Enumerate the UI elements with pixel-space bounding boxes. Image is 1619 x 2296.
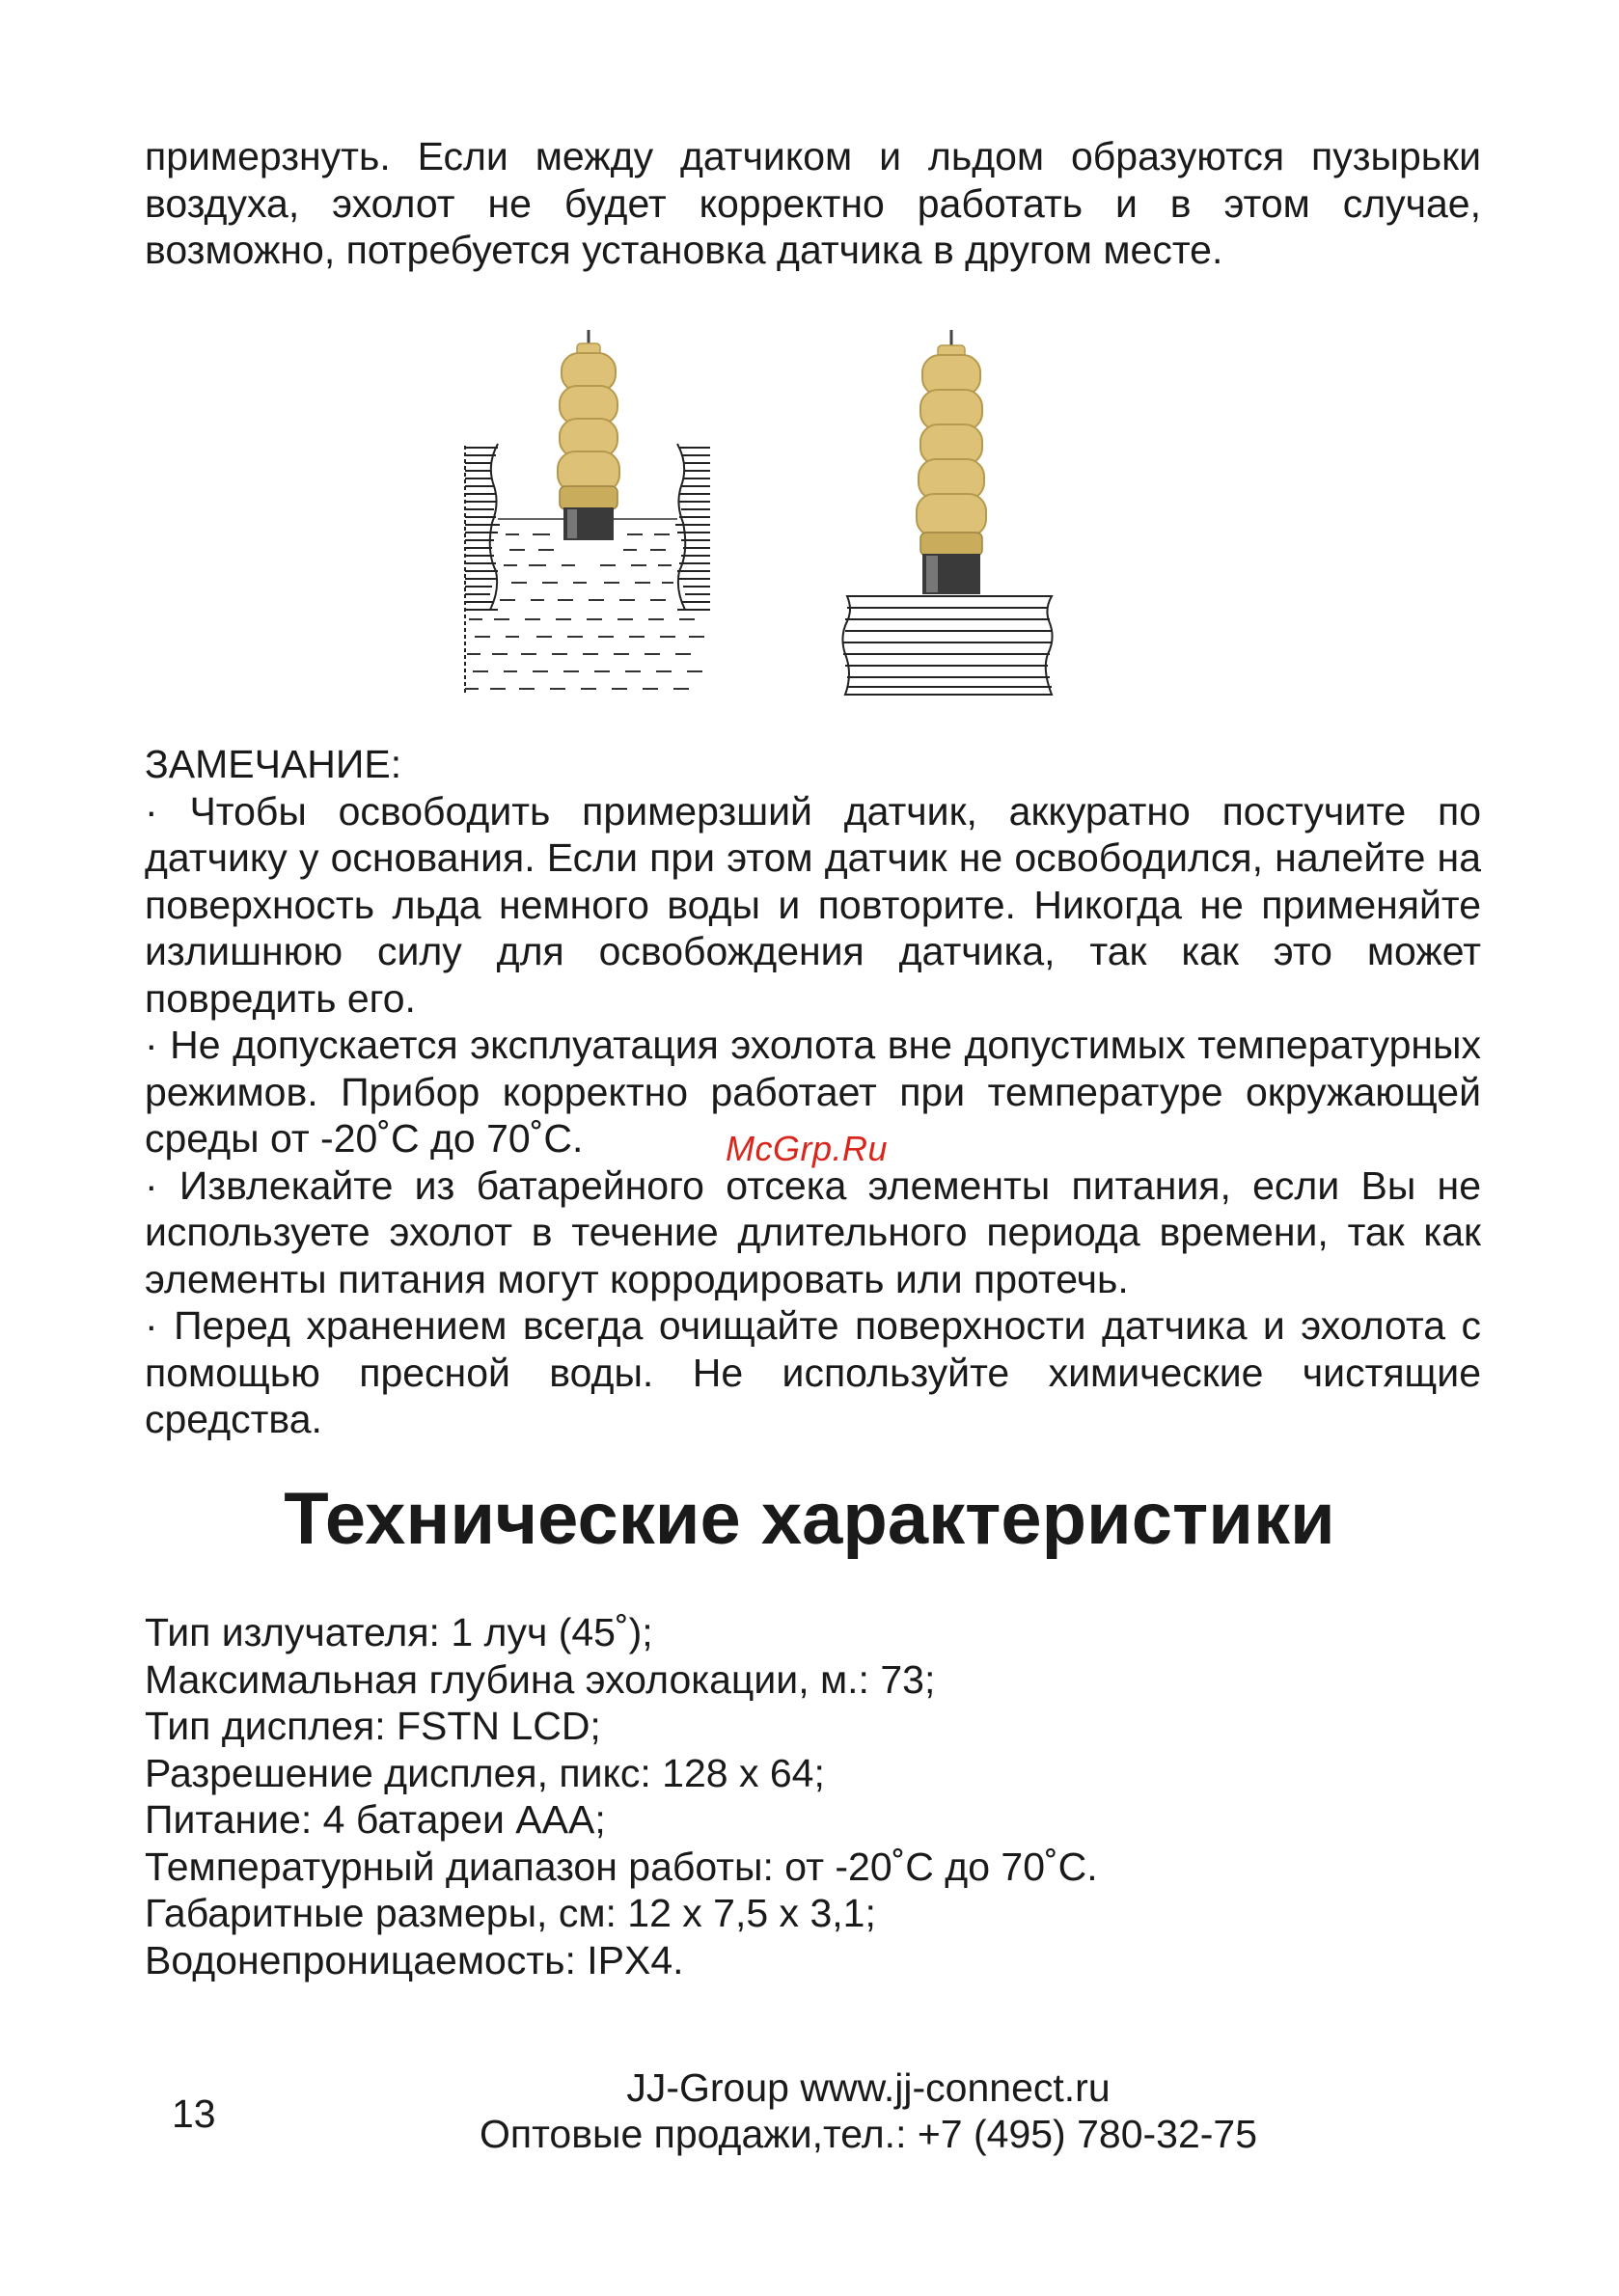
sensor-icon	[558, 330, 619, 540]
watermark-logo: McGrp.Ru	[726, 1129, 889, 1168]
ice-surface	[842, 596, 1052, 695]
spec-item: Габаритные размеры, см: 12 х 7,5 х 3,1;	[145, 1891, 876, 1935]
page-number: 13	[172, 2091, 216, 2136]
note-bullet: · Чтобы освободить примерзший датчик, аккуратно постучите по датчику у основания. Если при этом датчик не освободился, налейте на поверхность льда немного воды и повторите. Никогда не применяйте излишнюю силу для освобождения датчика, так как это может повредить его.	[145, 788, 1481, 1021]
spec-item: Температурный диапазон работы: от -20˚С до 70˚С.	[145, 1844, 1098, 1889]
spec-item: Водонепроницаемость: IPX4.	[145, 1937, 684, 1982]
intro-paragraph: примерзнуть. Если между датчиком и льдом образуются пузырьки воздуха, эхолот не будет корректно работать и в этом случае, возможно, потребуется установка датчика в другом месте.	[145, 134, 1481, 272]
spec-item: Тип дисплея: FSTN LCD;	[145, 1704, 601, 1748]
footer-website-line: JJ-Group www.jj-connect.ru	[626, 2065, 1111, 2110]
spec-item: Тип излучателя: 1 луч (45˚);	[145, 1610, 653, 1654]
spec-item: Максимальная глубина эхолокации, м.: 73;	[145, 1656, 936, 1702]
specs-list	[145, 1609, 1481, 1983]
specs-title: Технические характеристики	[284, 1478, 1335, 1560]
sensor-on-ice-illustration	[839, 330, 1057, 698]
water-dashes	[465, 519, 704, 689]
spec-item: Разрешение дисплея, пикс: 128 х 64;	[145, 1750, 825, 1795]
note-bullet: · Перед хранением всегда очищайте поверхности датчика и эхолота с помощью пресной воды. Не используйте химические чистящие средства.	[145, 1303, 1481, 1441]
note-bullet: · Извлекайте из батарейного отсека элементы питания, если Вы не используете эхолот в течение длительного периода времени, так как элементы питания могут корродировать или протечь.	[145, 1162, 1481, 1301]
note-bullet: · Не допускается эксплуатация эхолота вне допустимых температурных режимов. Прибор корректно работает при температуре окружающей среды от -20˚С до 70˚С.	[145, 1023, 1481, 1161]
ice-wall-left	[465, 444, 500, 695]
ice-wall-right	[675, 444, 710, 610]
spec-item: Питание: 4 батареи ААА;	[145, 1797, 606, 1842]
note-heading: ЗАМЕЧАНИЕ:	[145, 742, 402, 786]
footer	[289, 2064, 1447, 2157]
note-section	[145, 741, 1481, 1443]
sensor-in-ice-hole-illustration	[461, 330, 714, 695]
footer-phone-line: Оптовые продажи,тел.: +7 (495) 780-32-75	[479, 2112, 1258, 2156]
sensor-icon	[917, 330, 986, 594]
